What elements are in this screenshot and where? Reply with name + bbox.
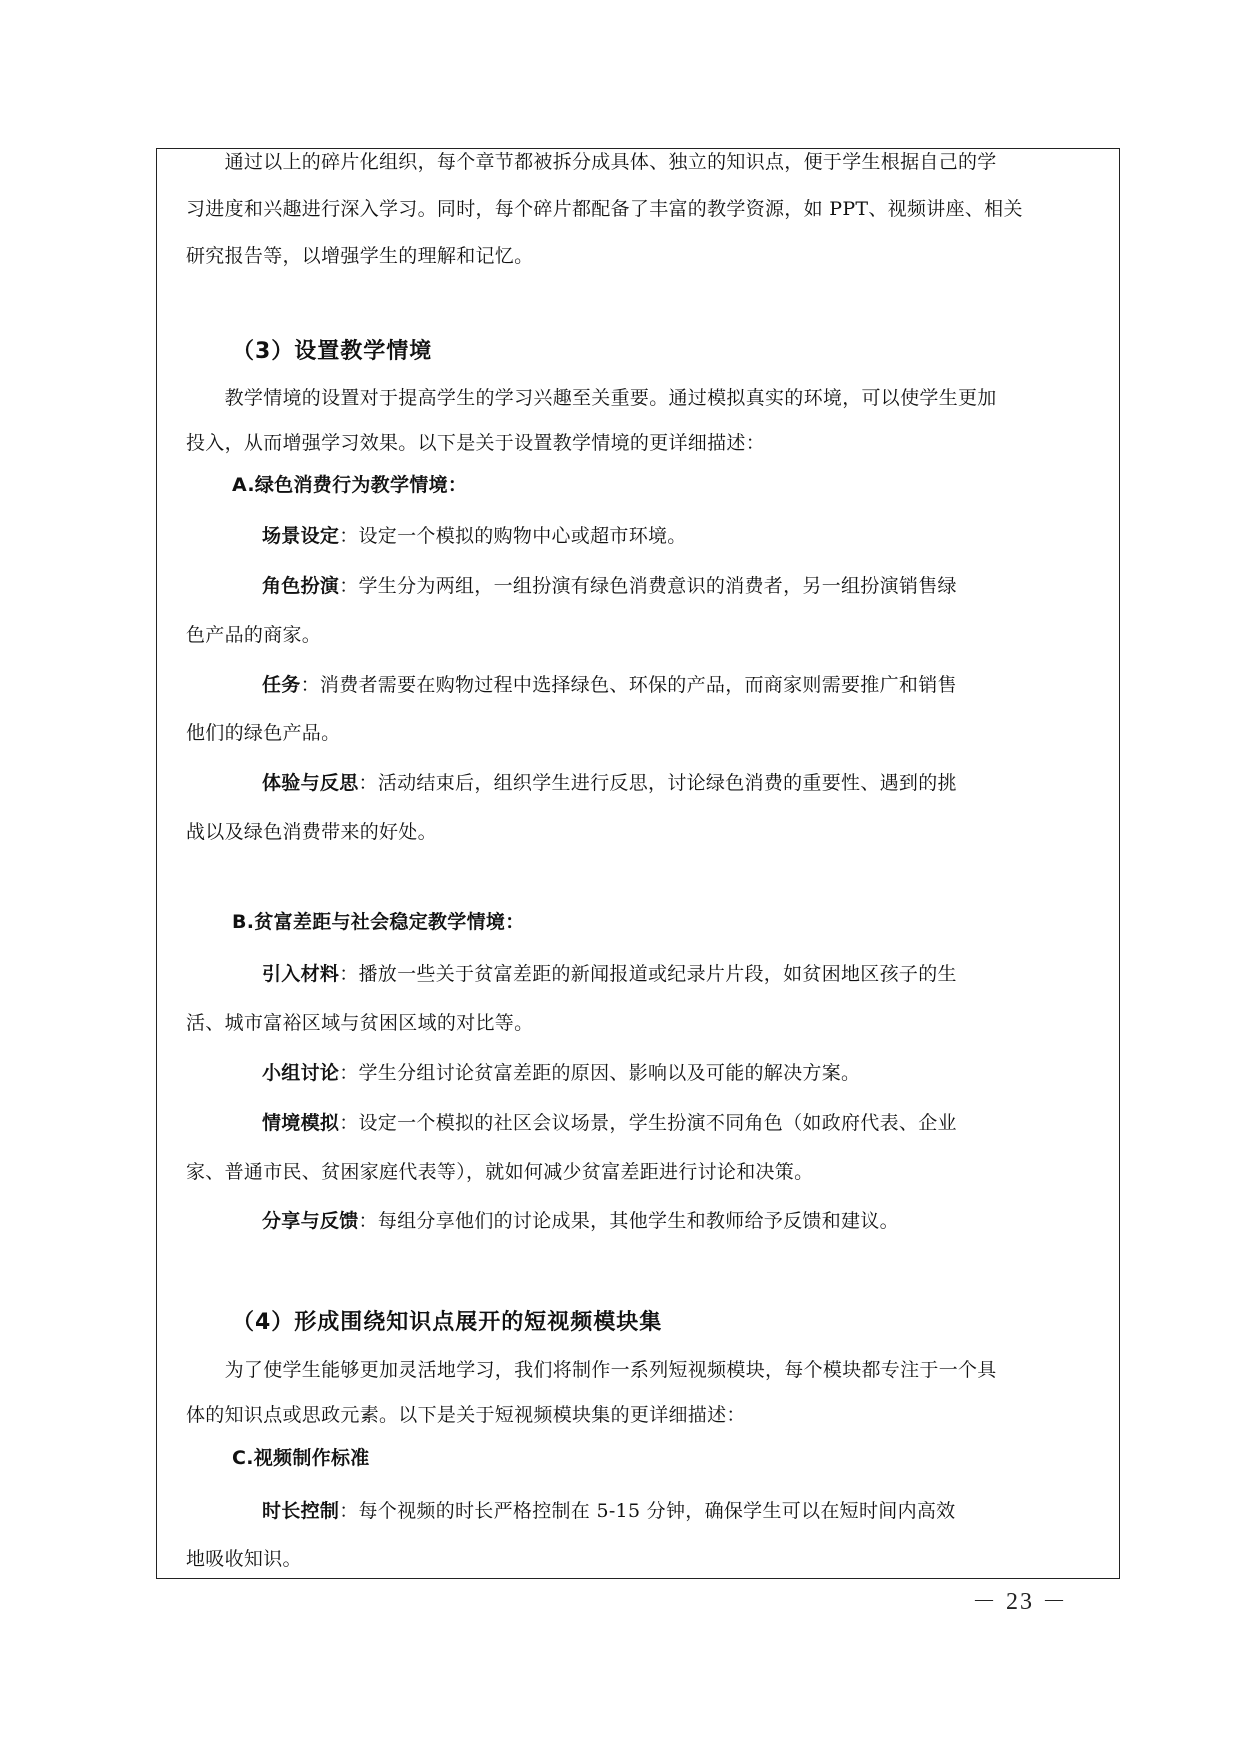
list-item [262, 1208, 1182, 1234]
paragraph-line: 教学情境的设置对于提高学生的学习兴趣至关重要。通过模拟真实的环境，可以使学生更加 [186, 387, 997, 409]
item-label: 时长控制 [262, 1500, 340, 1522]
list-item [262, 1060, 1182, 1086]
item-label: 角色扮演 [262, 575, 340, 597]
paragraph-line: 投入，从而增强学习效果。以下是关于设置教学情境的更详细描述： [186, 432, 766, 454]
item-text: ：播放一些关于贫富差距的新闻报道或纪录片片段，如贫困地区孩子的生 [339, 963, 957, 985]
paragraph-line: 研究报告等，以增强学生的理解和记忆。 [186, 245, 534, 267]
list-item [262, 1498, 1182, 1524]
item-text: ：设定一个模拟的购物中心或超市环境。 [339, 525, 687, 547]
page-number: － 23 － [972, 1589, 1068, 1615]
item-label: 小组讨论 [262, 1062, 340, 1084]
list-item [262, 1110, 1182, 1136]
item-text: ：活动结束后，组织学生进行反思，讨论绿色消费的重要性、遇到的挑 [358, 772, 957, 794]
item-label: 分享与反馈 [262, 1210, 359, 1232]
item-text: ：设定一个模拟的社区会议场景，学生扮演不同角色（如政府代表、企业 [339, 1112, 957, 1134]
list-item [262, 672, 1182, 698]
item-text: ：学生分组讨论贫富差距的原因、影响以及可能的解决方案。 [339, 1062, 861, 1084]
item-text-continued: 家、普通市民、贫困家庭代表等），就如何减少贫富差距进行讨论和决策。 [186, 1161, 814, 1183]
item-text-continued: 地吸收知识。 [186, 1548, 302, 1570]
list-item [262, 961, 1182, 987]
item-label: 情境模拟 [262, 1112, 340, 1134]
subsection-title: B.贫富差距与社会稳定教学情境： [232, 911, 525, 933]
subsection-title: A.绿色消费行为教学情境： [232, 474, 468, 496]
item-label: 体验与反思 [262, 772, 359, 794]
item-text-continued: 他们的绿色产品。 [186, 722, 341, 744]
item-text-continued: 战以及绿色消费带来的好处。 [186, 821, 437, 843]
item-text: ：学生分为两组，一组扮演有绿色消费意识的消费者，另一组扮演销售绿 [339, 575, 957, 597]
list-item [262, 770, 1182, 796]
item-text: ：消费者需要在购物过程中选择绿色、环保的产品，而商家则需要推广和销售 [300, 674, 957, 696]
section-heading: （4）形成围绕知识点展开的短视频模块集 [232, 1310, 663, 1335]
item-label: 场景设定 [262, 525, 340, 547]
item-text: ：每组分享他们的讨论成果，其他学生和教师给予反馈和建议。 [358, 1210, 899, 1232]
item-label: 引入材料 [262, 963, 340, 985]
paragraph-line: 通过以上的碎片化组织，每个章节都被拆分成具体、独立的知识点，便于学生根据自己的学 [186, 151, 997, 173]
item-label: 任务 [262, 674, 301, 696]
paragraph-line: 为了使学生能够更加灵活地学习，我们将制作一系列短视频模块，每个模块都专注于一个具 [186, 1359, 997, 1381]
item-text-continued: 活、城市富裕区域与贫困区域的对比等。 [186, 1012, 534, 1034]
subsection-title: C.视频制作标准 [232, 1447, 370, 1469]
list-item [262, 523, 1182, 549]
paragraph-line: 体的知识点或思政元素。以下是关于短视频模块集的更详细描述： [186, 1404, 746, 1426]
section-heading: （3）设置教学情境 [232, 339, 433, 364]
item-text-continued: 色产品的商家。 [186, 624, 322, 646]
paragraph-line: 习进度和兴趣进行深入学习。同时，每个碎片都配备了丰富的教学资源，如 PPT、视频讲座、相关 [186, 198, 1023, 220]
item-text: ：每个视频的时长严格控制在 5-15 分钟，确保学生可以在短时间内高效 [339, 1500, 956, 1522]
list-item [262, 573, 1182, 599]
